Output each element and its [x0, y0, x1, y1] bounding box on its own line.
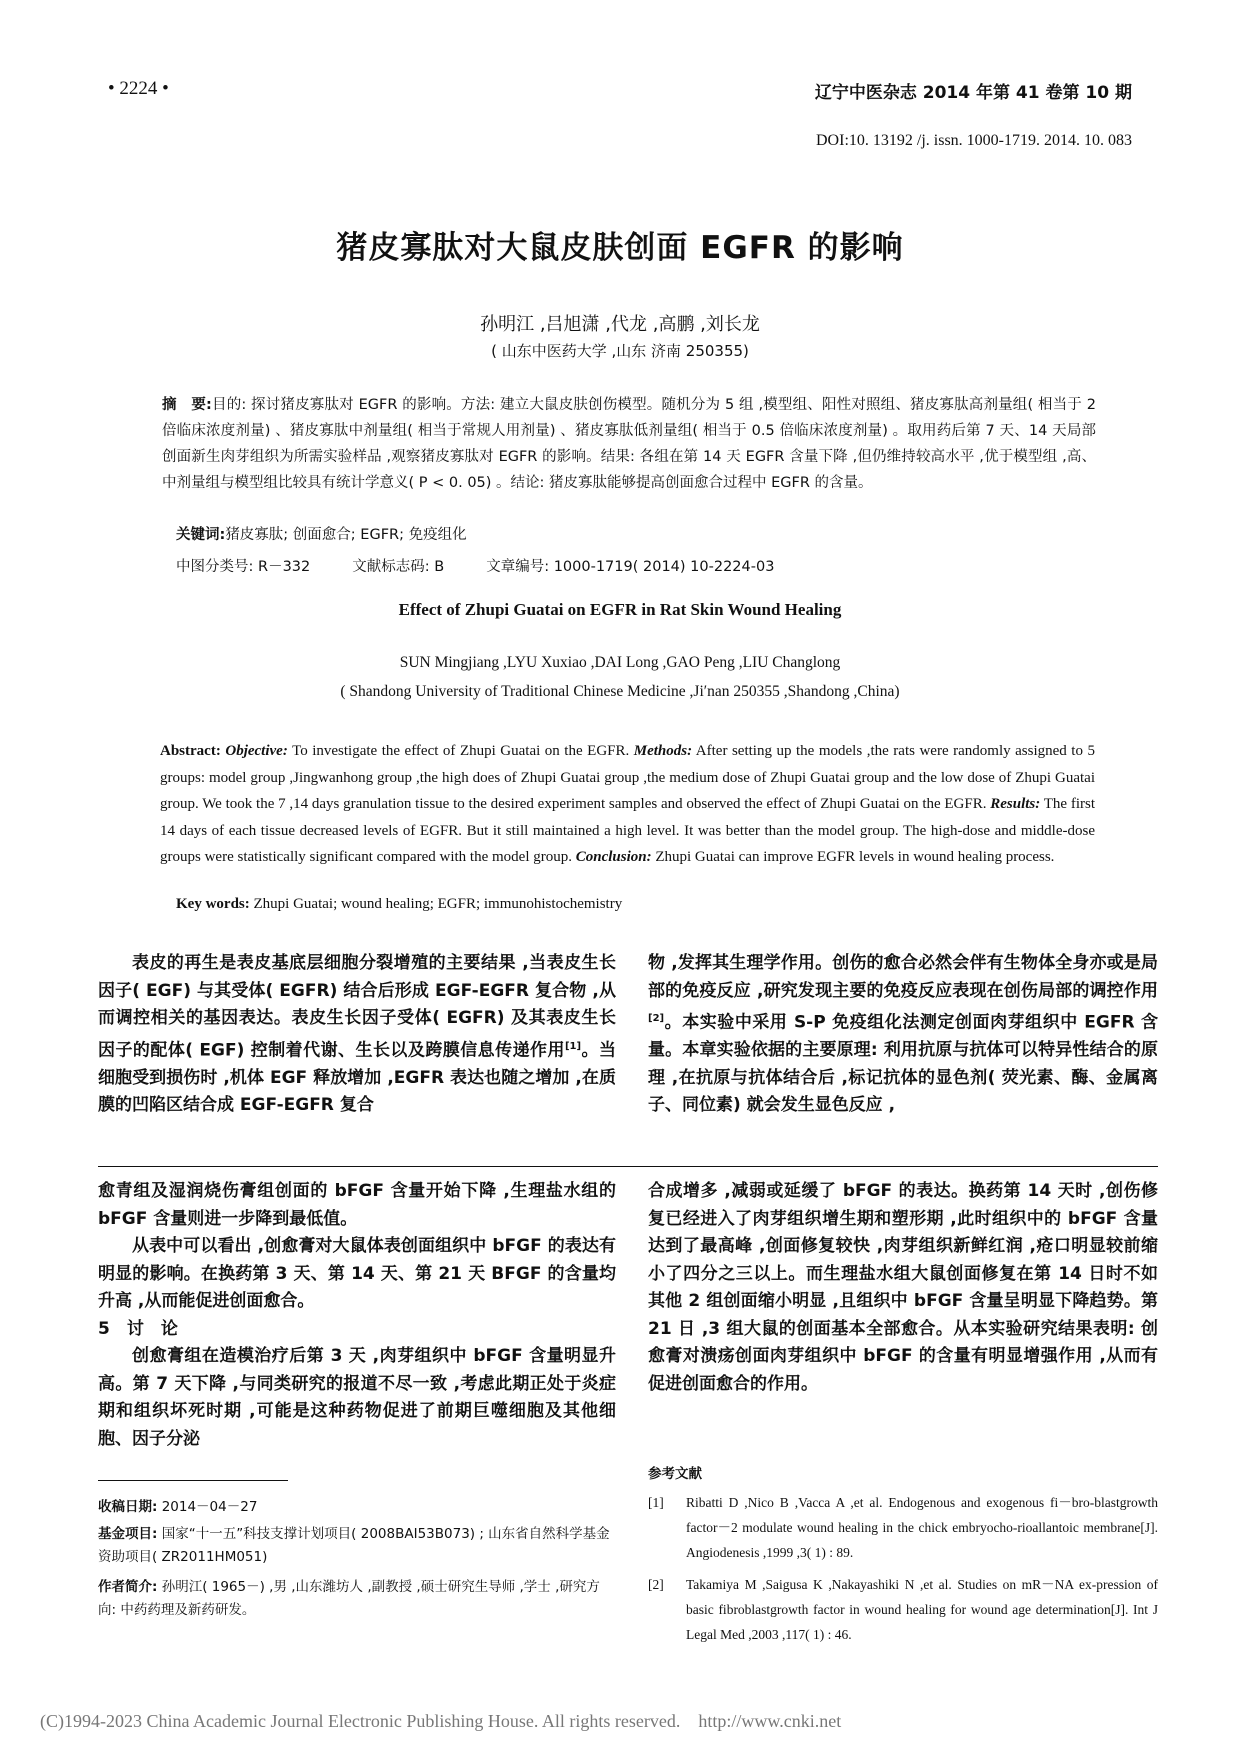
article-title: 猪皮寡肽对大鼠皮肤创面 EGFR 的影响 [336, 230, 904, 266]
keywords-cn [176, 523, 467, 544]
paragraph-text: 。当细胞受到损伤时 ,机体 EGF 释放增加 ,EGFR 表达也随之增加 ,在质膜的凹陷区结合成 EGF-EGFR 复合 [98, 1040, 617, 1116]
abstract-cn-text: 目的: 探讨猪皮寡肽对 EGFR 的影响。方法: 建立大鼠皮肤创伤模型。随机分为 5 组 ,模型组、阳性对照组、猪皮寡肽高剂量组( 相当于 2 倍临床浓度剂量) 、猪皮寡肽中剂量组( 相当于常规人用剂量) 、猪皮寡肽低剂量组( 相当于 0.5 倍临床浓度剂量) 。取用药后第 7 天、14 天局部创面新生肉芽组织为所需实验样品 ,观察猪皮寡肽对 EGFR 的影响。结果: 各组在第 14 天 EGFR 含量下降 ,但仍维持较高水平 ,优于模型组 ,高、中剂量组与模型组比较具有统计学意义( P < 0. 05) 。结论: 猪皮寡肽能够提高创面愈合过程中 EGFR 的含量。 [162, 397, 1096, 491]
abstract-en [160, 738, 1095, 871]
paragraph [648, 950, 1158, 1120]
conclusion-text: Zhupi Guatai can improve EGFR levels in wound healing process. [651, 849, 1055, 865]
abstract-cn-label: 摘 要: [162, 397, 212, 413]
body-column-4 [648, 1178, 1158, 1398]
methods-text: After setting up the models ,the rats were randomly assigned to 5 groups: model group ,Jingwanhong group ,the high does of Zhupi Guatai group ,the medium dose of Zhupi Guatai group and the low dose of Zhupi Guatai group. We took the 7 ,14 days granulation tissue to the desired experiment samples and observed the effect of Zhupi Guatai on the EGFR. [160, 743, 1095, 812]
section-heading: 5 讨 论 [98, 1318, 178, 1339]
results-text: The first 14 days of each tissue decreased levels of EGFR. But it still maintained a high level. It was better than the model group. The high-dose and middle-dose groups were statistically significant compared with the model group. [160, 796, 1095, 865]
journal-header: 辽宁中医杂志 2014 年第 41 卷第 10 期 [814, 83, 1132, 103]
footnote-label: 基金项目: [98, 1526, 158, 1542]
results-label: Results: [990, 796, 1041, 812]
footnote-author [98, 1576, 616, 1622]
paragraph: 创愈膏组在造模治疗后第 3 天 ,肉芽组织中 bFGF 含量明显升高。第 7 天下降 ,与同类研究的报道不尽一致 ,考虑此期正处于炎症期和组织坏死时期 ,可能是这种药物促进了前期巨噬细胞及其他细胞、因子分泌 [98, 1346, 616, 1449]
paragraph-text: 物 ,发挥其生理学作用。创伤的愈合必然会伴有生物体全身亦或是局部的免疫反应 ,研究发现主要的免疫反应表现在创伤局部的调控作用 [648, 953, 1158, 1001]
section-divider [98, 1166, 1158, 1167]
objective-label: Objective: [225, 743, 288, 759]
footnote-text: 国家“十一五”科技支撑计划项目( 2008BAI53B073) ; 山东省自然科学基金资助项目( ZR2011HM051) [98, 1526, 610, 1565]
footnote-text: 孙明江( 1965－) ,男 ,山东潍坊人 ,副教授 ,硕士研究生导师 ,学士 ,研究方向: 中药药理及新药研发。 [98, 1579, 600, 1618]
references-heading: 参考文献 [648, 1466, 702, 1482]
page-number: • 2224 • [108, 78, 169, 99]
keywords-en-text: Zhupi Guatai; wound healing; EGFR; immunohistochemistry [249, 896, 623, 912]
citation-ref: [2] [648, 1013, 665, 1024]
body-column-3 [98, 1178, 616, 1453]
footnote-received [98, 1496, 616, 1519]
doi: DOI:10. 13192 /j. issn. 1000-1719. 2014. 10. 083 [816, 132, 1132, 149]
keywords-cn-label: 关键词: [176, 527, 226, 543]
objective-text: To investigate the effect of Zhupi Guatai on the EGFR. [287, 743, 634, 759]
affiliation: ( 山东中医药大学 ,山东 济南 250355) [491, 342, 749, 360]
keywords-cn-text: 猪皮寡肽; 创面愈合; EGFR; 免疫组化 [225, 527, 467, 543]
keywords-en-label: Key words: [176, 896, 250, 912]
paragraph: 从表中可以看出 ,创愈膏对大鼠体表创面组织中 bFGF 的表达有明显的影响。在换药第 3 天、第 14 天、第 21 天 BFGF 的含量均升高 ,从而能促进创面愈合。 [98, 1236, 616, 1311]
paragraph: 合成增多 ,减弱或延缓了 bFGF 的表达。换药第 14 天时 ,创伤修复已经进入了肉芽组织增生期和塑形期 ,此时组织中的 bFGF 含量达到了最高峰 ,创面修复较快 ,肉芽组织新鲜红润 ,疮口明显较前缩小了四分之三以上。而生理盐水组大鼠创面修复在第 14 日时不如其他 2 组创面缩小明显 ,且组织中 bFGF 含量呈明显下降趋势。第 21 日 ,3 组大鼠的创面基本全部愈合。从本实验研究结果表明: 创愈膏对溃疡创面肉芽组织中 bFGF 的含量有明显增强作用 ,从而有促进创面愈合的作用。 [648, 1181, 1158, 1394]
footnote-label: 作者简介: [98, 1579, 158, 1595]
body-column-1 [98, 950, 616, 1120]
english-authors: SUN Mingjiang ,LYU Xuxiao ,DAI Long ,GAO Peng ,LIU Changlong [399, 654, 841, 671]
paragraph-text: 表皮的再生是表皮基底层细胞分裂增殖的主要结果 ,当表皮生长因子( EGF) 与其受体( EGFR) 结合后形成 EGF-EGFR 复合物 ,从而调控相关的基因表达。表皮生长因子受体( EGFR) 及其表皮生长因子的配体( EGF) 控制着代谢、生长以及跨膜信息传递作用 [98, 953, 616, 1061]
methods-label: Methods: [633, 743, 693, 759]
authors: 孙明江 ,吕旭潇 ,代龙 ,高鹏 ,刘长龙 [480, 314, 760, 335]
footnote-text: 2014－04－27 [157, 1499, 258, 1515]
clc-number: 中图分类号: R－332 [176, 559, 311, 575]
doc-code: 文献标志码: B [352, 559, 445, 575]
citation-ref: [1] [564, 1040, 582, 1052]
footnote-rule [98, 1480, 288, 1481]
copyright-footer [40, 1711, 841, 1732]
reference-number: [2] [648, 1577, 664, 1592]
paragraph: 愈青组及湿润烧伤膏组创面的 bFGF 含量开始下降 ,生理盐水组的 bFGF 含量则进一步降到最低值。 [98, 1181, 616, 1229]
paragraph-text: 。本实验中采用 S-P 免疫组化法测定创面肉芽组织中 EGFR 含量。本章实验依据的主要原理: 利用抗原与抗体可以特异性结合的原理 ,在抗原与抗体结合后 ,标记抗体的显色剂( 荧光素、酶、金属离子、同位素) 就会发生显色反应 , [648, 1012, 1158, 1116]
reference-item [648, 1490, 1158, 1565]
classification [176, 555, 1076, 576]
keywords-en [176, 896, 622, 913]
reference-text: Takamiya M ,Saigusa K ,Nakayashiki N ,et al. Studies on mR－NA ex-pression of basic fibroblastgrowth factor in wound healing for wound age determination[J]. Int J Legal Med ,2003 ,117( 1) : 46. [686, 1577, 1158, 1642]
copyright-text: (C)1994-2023 China Academic Journal Electronic Publishing House. All rights reserved. [40, 1711, 681, 1731]
reference-text: Ribatti D ,Nico B ,Vacca A ,et al. Endogenous and exogenous fi－bro-blastgrowth factor－2 modulate wound healing in the chick embryocho-rioallantoic membrane[J]. Angiodenesis ,1999 ,3( 1) : 89. [686, 1495, 1158, 1560]
footer-url[interactable]: http://www.cnki.net [698, 1711, 842, 1731]
body-column-2 [648, 950, 1158, 1120]
english-title: Effect of Zhupi Guatai on EGFR in Rat Skin Wound Healing [398, 600, 842, 619]
conclusion-label: Conclusion: [575, 849, 652, 865]
english-affiliation: ( Shandong University of Traditional Chinese Medicine ,Ji′nan 250355 ,Shandong ,China) [340, 683, 900, 700]
footnote-label: 收稿日期: [98, 1499, 158, 1515]
reference-number: [1] [648, 1495, 664, 1510]
paragraph [98, 950, 616, 1120]
article-number: 文章编号: 1000-1719( 2014) 10-2224-03 [486, 559, 775, 575]
abstract-cn [162, 392, 1096, 496]
reference-item [648, 1572, 1158, 1647]
footnote-fund [98, 1523, 616, 1569]
abstract-en-label: Abstract: [160, 743, 221, 759]
